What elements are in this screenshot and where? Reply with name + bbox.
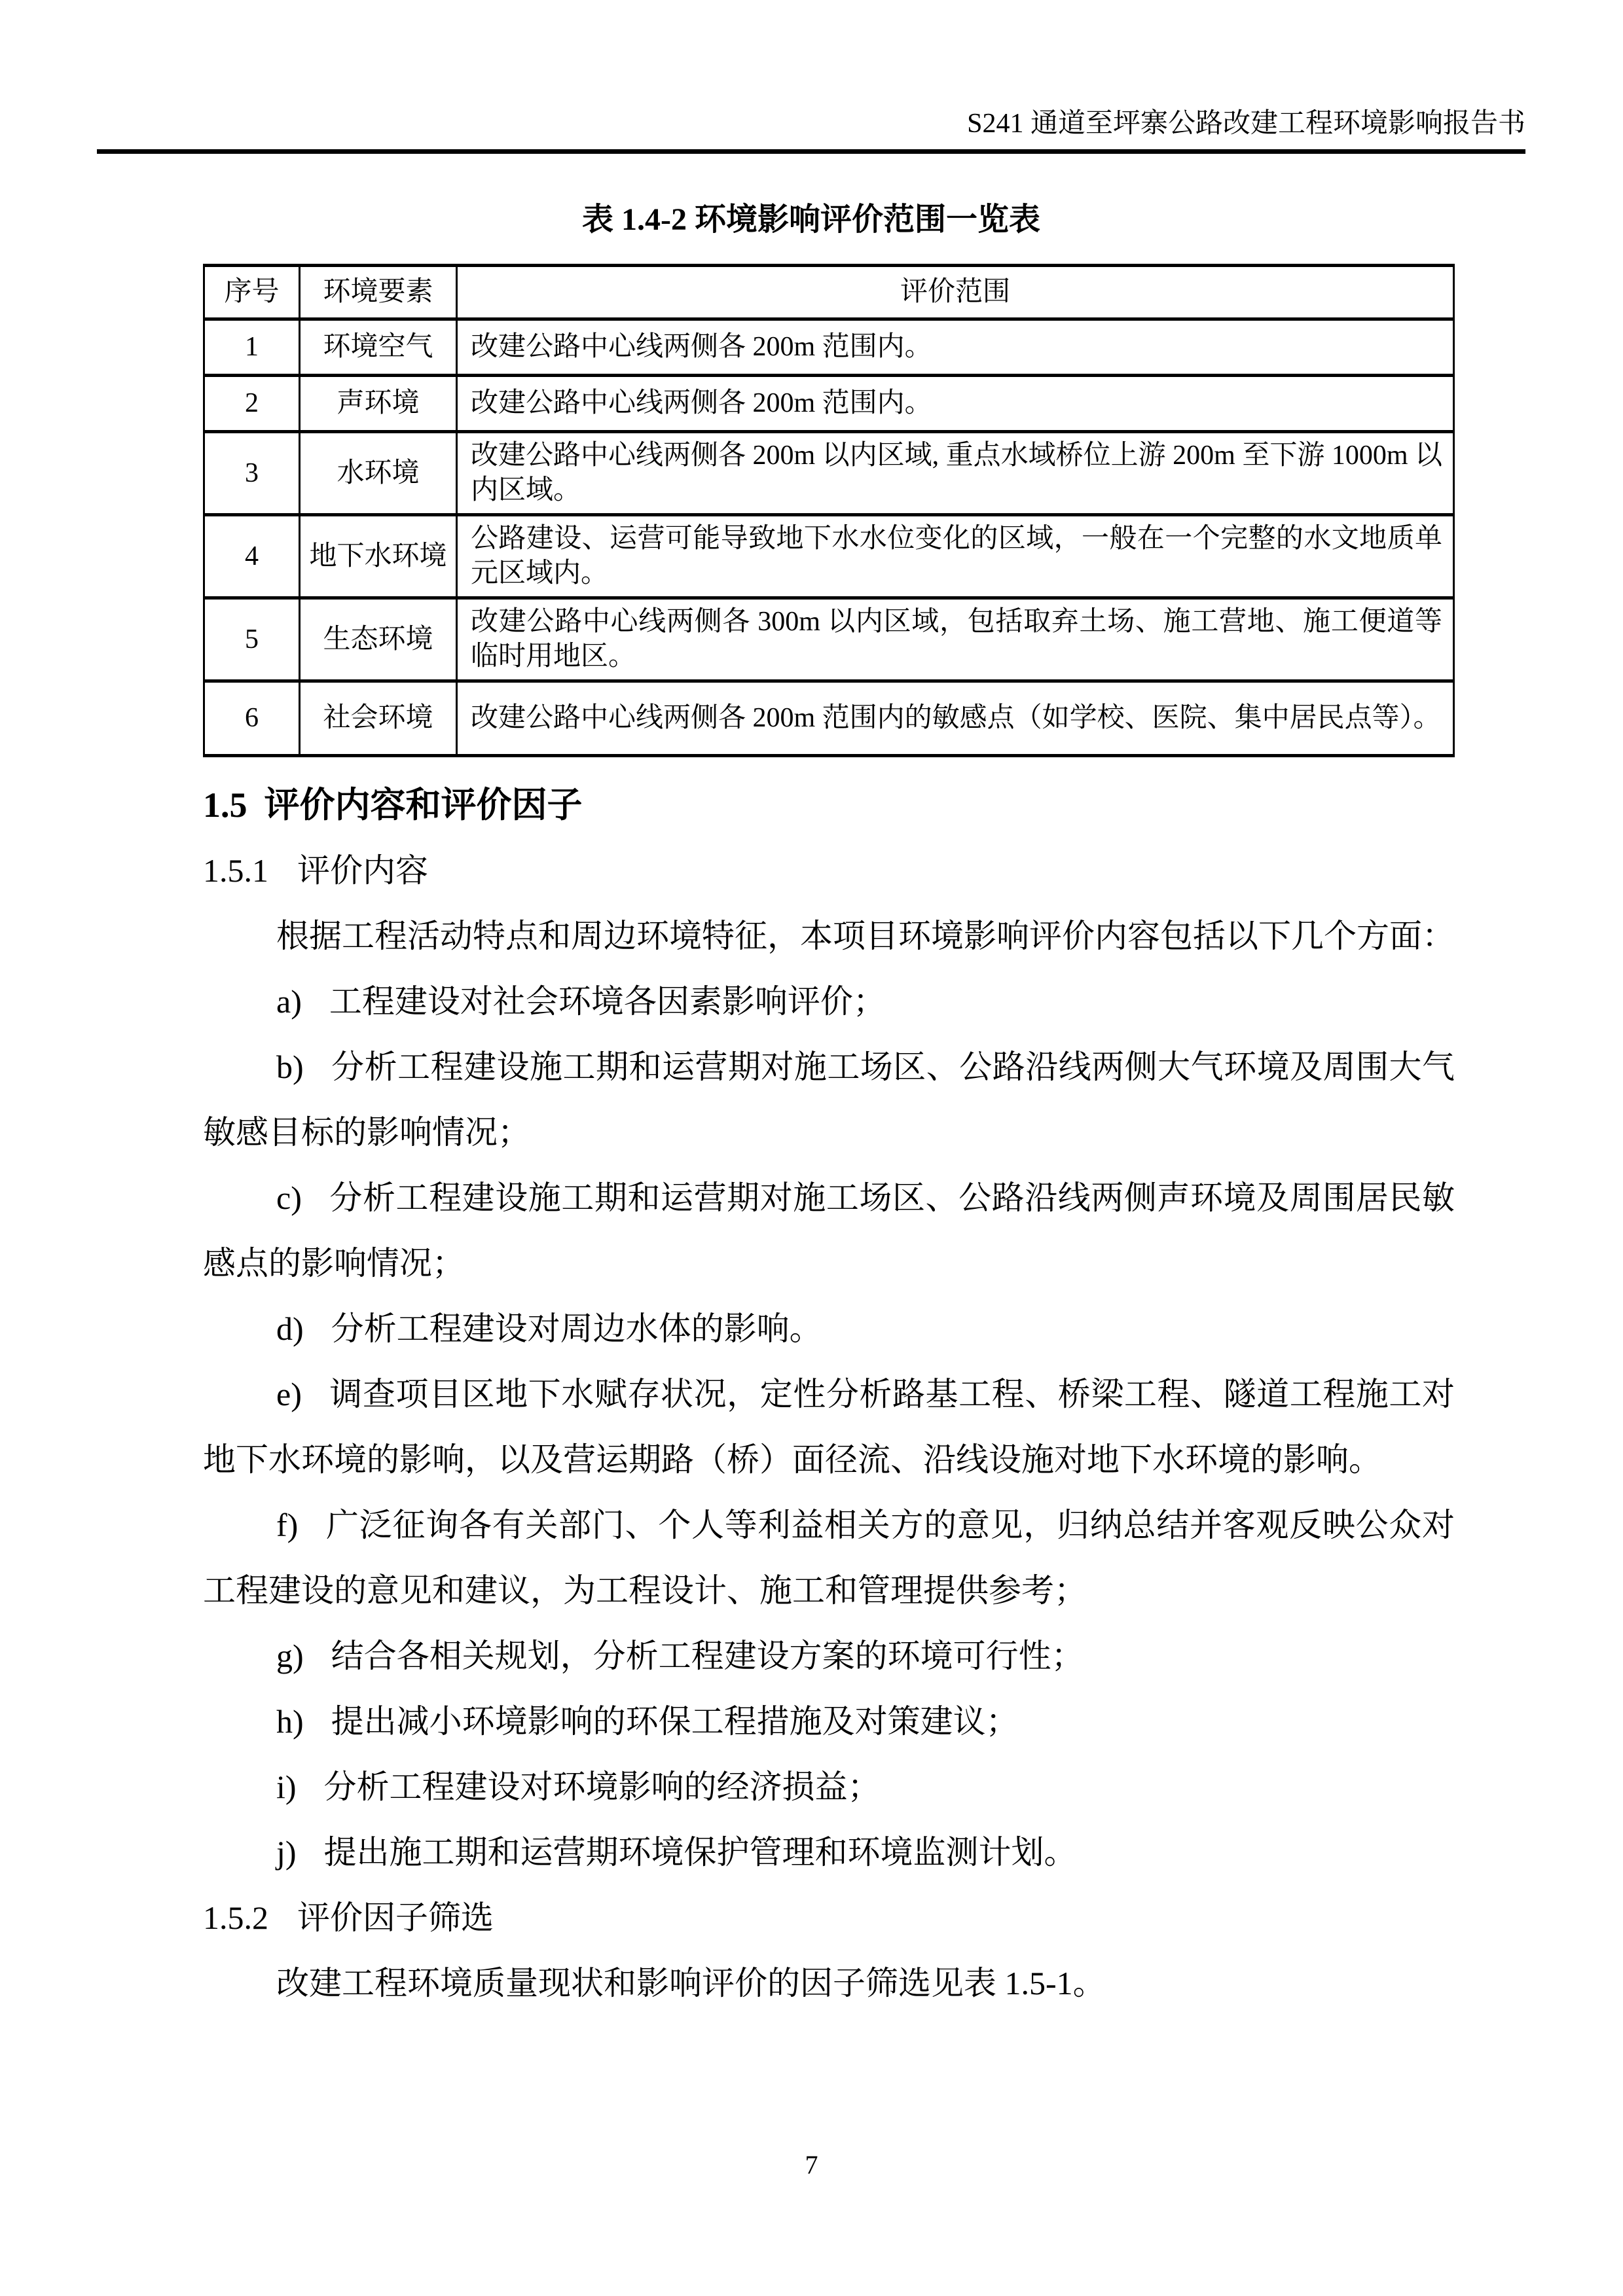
item-text: 结合各相关规划，分析工程建设方案的环境可行性； bbox=[331, 1638, 1084, 1674]
item-marker: g) bbox=[276, 1638, 304, 1674]
table-row bbox=[204, 376, 1454, 432]
list-item bbox=[203, 1296, 1455, 1361]
item-marker: j) bbox=[276, 1834, 297, 1871]
row-element: 地下水环境 bbox=[300, 515, 457, 598]
list-item bbox=[203, 1492, 1455, 1623]
row-scope: 改建公路中心线两侧各 200m 范围内的敏感点（如学校、医院、集中居民点等）。 bbox=[457, 681, 1454, 756]
item-marker: d) bbox=[276, 1310, 304, 1347]
row-element: 环境空气 bbox=[300, 319, 457, 376]
section-number: 1.5.2 bbox=[203, 1899, 268, 1936]
list-item bbox=[203, 1034, 1455, 1165]
item-text: 分析工程建设对周边水体的影响。 bbox=[331, 1310, 822, 1347]
section-title: 评价内容和评价因子 bbox=[264, 785, 583, 825]
evaluation-scope-table bbox=[203, 264, 1455, 757]
column-header-element: 环境要素 bbox=[300, 266, 457, 319]
item-text: 分析工程建设对环境影响的经济损益； bbox=[323, 1768, 881, 1805]
list-item bbox=[203, 1165, 1455, 1296]
item-text: 调查项目区地下水赋存状况，定性分析路基工程、桥梁工程、隧道工程施工对地下水环境的影响，以及营运期路（桥）面径流、沿线设施对地下水环境的影响。 bbox=[203, 1376, 1455, 1478]
list-item bbox=[203, 1361, 1455, 1492]
list-item bbox=[203, 1754, 1455, 1820]
item-text: 工程建设对社会环境各因素影响评价； bbox=[329, 983, 886, 1020]
table-row bbox=[204, 432, 1454, 515]
row-scope: 改建公路中心线两侧各 300m 以内区域，包括取弃土场、施工营地、施工便道等临时用地区。 bbox=[457, 598, 1454, 681]
row-element: 社会环境 bbox=[300, 681, 457, 756]
row-no: 2 bbox=[204, 376, 300, 432]
section-title: 评价因子筛选 bbox=[297, 1899, 494, 1936]
row-element: 水环境 bbox=[300, 432, 457, 515]
closing-paragraph: 改建工程环境质量现状和影响评价的因子筛选见表 1.5-1。 bbox=[276, 1965, 1106, 2001]
section-heading-1-5-2 bbox=[203, 1885, 1455, 1950]
row-scope: 公路建设、运营可能导致地下水水位变化的区域，一般在一个完整的水文地质单元区域内。 bbox=[457, 515, 1454, 598]
row-scope: 改建公路中心线两侧各 200m 范围内。 bbox=[457, 319, 1454, 376]
table-row bbox=[204, 598, 1454, 681]
item-marker: h) bbox=[276, 1703, 304, 1740]
table-caption: 表 1.4-2 环境影响评价范围一览表 bbox=[582, 202, 1040, 237]
body-content bbox=[203, 772, 1455, 2016]
item-text: 提出减小环境影响的环保工程措施及对策建议； bbox=[331, 1703, 1019, 1740]
item-text: 提出施工期和运营期环境保护管理和环境监测计划。 bbox=[323, 1834, 1077, 1871]
row-no: 5 bbox=[204, 598, 300, 681]
row-element: 声环境 bbox=[300, 376, 457, 432]
section-number: 1.5 bbox=[203, 785, 247, 825]
list-item bbox=[203, 1689, 1455, 1754]
row-element: 生态环境 bbox=[300, 598, 457, 681]
page-number: 7 bbox=[805, 2150, 818, 2179]
item-text: 分析工程建设施工期和运营期对施工场区、公路沿线两侧声环境及周围居民敏感点的影响情况； bbox=[203, 1179, 1455, 1282]
table-row bbox=[204, 319, 1454, 376]
table-row bbox=[204, 681, 1454, 756]
item-text: 分析工程建设施工期和运营期对施工场区、公路沿线两侧大气环境及周围大气敏感目标的影响情况； bbox=[203, 1049, 1455, 1151]
item-marker: i) bbox=[276, 1768, 297, 1805]
item-marker: a) bbox=[276, 983, 302, 1020]
row-scope: 改建公路中心线两侧各 200m 以内区域, 重点水域桥位上游 200m 至下游 1000m 以内区域。 bbox=[457, 432, 1454, 515]
section-number: 1.5.1 bbox=[203, 852, 268, 889]
row-no: 1 bbox=[204, 319, 300, 376]
column-header-no: 序号 bbox=[204, 266, 300, 319]
section-title: 评价内容 bbox=[297, 852, 428, 889]
list-item bbox=[203, 1820, 1455, 1885]
list-item bbox=[203, 969, 1455, 1034]
item-marker: f) bbox=[276, 1507, 299, 1543]
running-header-title: S241 通道至坪寨公路改建工程环境影响报告书 bbox=[967, 109, 1525, 139]
item-text: 广泛征询各有关部门、个人等利益相关方的意见，归纳总结并客观反映公众对工程建设的意见和建议，为工程设计、施工和管理提供参考； bbox=[203, 1507, 1455, 1609]
list-item bbox=[203, 1623, 1455, 1689]
column-header-scope: 评价范围 bbox=[457, 266, 1454, 319]
item-marker: e) bbox=[276, 1376, 302, 1412]
item-marker: b) bbox=[276, 1049, 304, 1085]
table-header-row bbox=[204, 266, 1454, 319]
section-heading-1-5-1 bbox=[203, 838, 1455, 903]
item-marker: c) bbox=[276, 1179, 302, 1216]
section-heading-1-5 bbox=[203, 772, 1455, 838]
running-header bbox=[97, 103, 1525, 154]
row-scope: 改建公路中心线两侧各 200m 范围内。 bbox=[457, 376, 1454, 432]
row-no: 6 bbox=[204, 681, 300, 756]
row-no: 4 bbox=[204, 515, 300, 598]
table-row bbox=[204, 515, 1454, 598]
row-no: 3 bbox=[204, 432, 300, 515]
intro-paragraph: 根据工程活动特点和周边环境特征，本项目环境影响评价内容包括以下几个方面： bbox=[276, 918, 1455, 954]
